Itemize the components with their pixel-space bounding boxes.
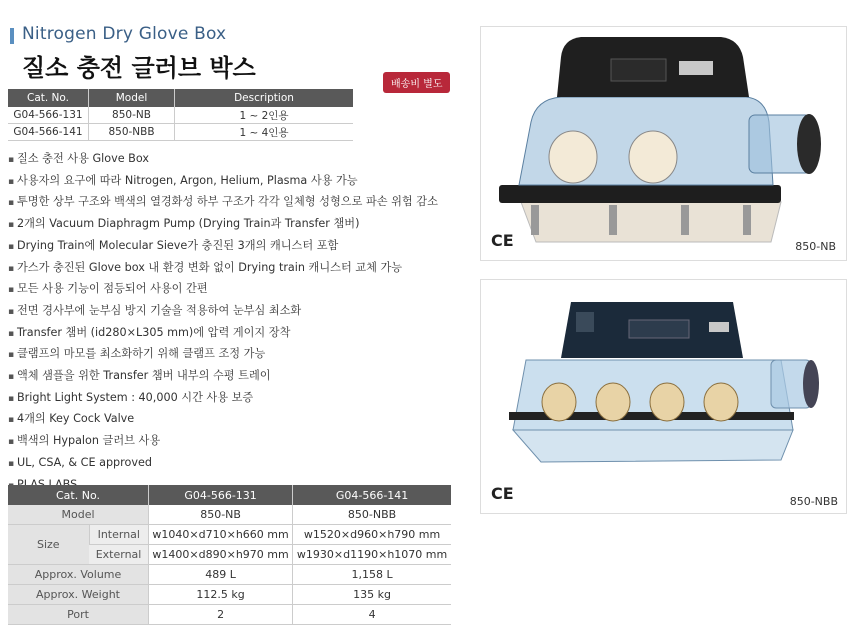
table-row xyxy=(8,525,451,545)
list-item: ▪ 전면 경사부에 눈부심 방지 기술을 적용하여 눈부심 최소화 xyxy=(8,301,438,323)
order-table xyxy=(8,89,353,141)
list-item: ▪ 클램프의 마모를 최소화하기 위해 클램프 조정 가능 xyxy=(8,344,438,366)
glove-box-4-port-image xyxy=(481,280,846,513)
spec-internal-1: w1040×d710×h660 mm xyxy=(149,525,293,545)
order-cat-cell: G04-566-131 xyxy=(8,107,89,124)
table-row xyxy=(8,605,451,625)
spec-label-internal: Internal xyxy=(89,525,148,545)
order-header-model: Model xyxy=(89,89,175,107)
product-photo-850-nb xyxy=(480,26,847,261)
glove-box-2-port-image xyxy=(481,27,846,260)
list-item: ▪ 가스가 충진된 Glove box 내 환경 변화 없이 Drying train 캐니스터 교체 가능 xyxy=(8,258,438,280)
spec-volume-1: 489 L xyxy=(149,565,293,585)
table-row xyxy=(8,585,451,605)
list-item: ▪ 질소 충전 사용 Glove Box xyxy=(8,149,438,171)
list-item: ▪ 백색의 Hypalon 글러브 사용 xyxy=(8,431,438,453)
order-description-cell: 1 ~ 2인용 xyxy=(175,107,354,124)
spec-weight-1: 112.5 kg xyxy=(149,585,293,605)
ce-mark: CE xyxy=(491,231,514,250)
spec-header-cat: Cat. No. xyxy=(8,485,149,505)
list-item: ▪ Bright Light System : 40,000 시간 사용 보증 xyxy=(8,388,438,410)
order-description-cell: 1 ~ 4인용 xyxy=(175,124,354,141)
spec-header-cat-1: G04-566-131 xyxy=(149,485,293,505)
photo-model-label: 850-NBB xyxy=(789,495,838,508)
order-model-cell: 850-NB xyxy=(89,107,175,124)
shipping-badge: 배송비 별도 xyxy=(383,72,450,93)
product-photo-850-nbb xyxy=(480,279,847,514)
table-row xyxy=(8,124,353,141)
spec-label-external: External xyxy=(89,545,148,565)
order-header-cat: Cat. No. xyxy=(8,89,89,107)
list-item: ▪ UL, CSA, & CE approved xyxy=(8,453,438,475)
spec-label-model: Model xyxy=(8,505,149,525)
photo-model-label: 850-NB xyxy=(795,240,836,253)
ce-mark: CE xyxy=(491,484,514,503)
spec-label-volume: Approx. Volume xyxy=(8,565,149,585)
spec-label-size: Size xyxy=(8,525,89,565)
list-item: ▪ Drying Train에 Molecular Sieve가 충진된 3개의 캐니스터 포함 xyxy=(8,236,438,258)
order-header-description: Description xyxy=(175,89,354,107)
spec-weight-2: 135 kg xyxy=(293,585,451,605)
list-item: ▪ 4개의 Key Cock Valve xyxy=(8,409,438,431)
spec-label-port: Port xyxy=(8,605,149,625)
title-accent-bar xyxy=(10,28,14,44)
order-cat-cell: G04-566-141 xyxy=(8,124,89,141)
spec-header-cat-2: G04-566-141 xyxy=(293,485,451,505)
list-item: ▪ 투명한 상부 구조와 백색의 열경화성 하부 구조가 각각 일체형 성형으로 파손 위험 감소 xyxy=(8,192,438,214)
list-item: ▪ Transfer 챔버 (id280×L305 mm)에 압력 게이지 장착 xyxy=(8,323,438,345)
order-model-cell: 850-NBB xyxy=(89,124,175,141)
list-item: ▪ 2개의 Vacuum Diaphragm Pump (Drying Train과 Transfer 챔버) xyxy=(8,214,438,236)
list-item: ▪ 모든 사용 기능이 점등되어 사용이 간편 xyxy=(8,279,438,301)
spec-model-1: 850-NB xyxy=(149,505,293,525)
list-item: ▪ 액체 샘플을 위한 Transfer 챔버 내부의 수평 트레이 xyxy=(8,366,438,388)
spec-port-1: 2 xyxy=(149,605,293,625)
spec-port-2: 4 xyxy=(293,605,451,625)
spec-volume-2: 1,158 L xyxy=(293,565,451,585)
product-title-en: Nitrogen Dry Glove Box xyxy=(22,24,227,44)
table-row xyxy=(8,107,353,124)
spec-external-2: w1930×d1190×h1070 mm xyxy=(293,545,451,565)
list-item: ▪ 사용자의 요구에 따라 Nitrogen, Argon, Helium, Plasma 사용 가능 xyxy=(8,171,438,193)
spec-internal-2: w1520×d960×h790 mm xyxy=(293,525,451,545)
table-row xyxy=(8,505,451,525)
spec-model-2: 850-NBB xyxy=(293,505,451,525)
spec-label-weight: Approx. Weight xyxy=(8,585,149,605)
table-row xyxy=(8,565,451,585)
spec-table xyxy=(8,485,451,625)
spec-external-1: w1400×d890×h970 mm xyxy=(149,545,293,565)
product-title-ko: 질소 충전 글러브 박스 xyxy=(22,54,256,82)
feature-list xyxy=(8,149,438,496)
